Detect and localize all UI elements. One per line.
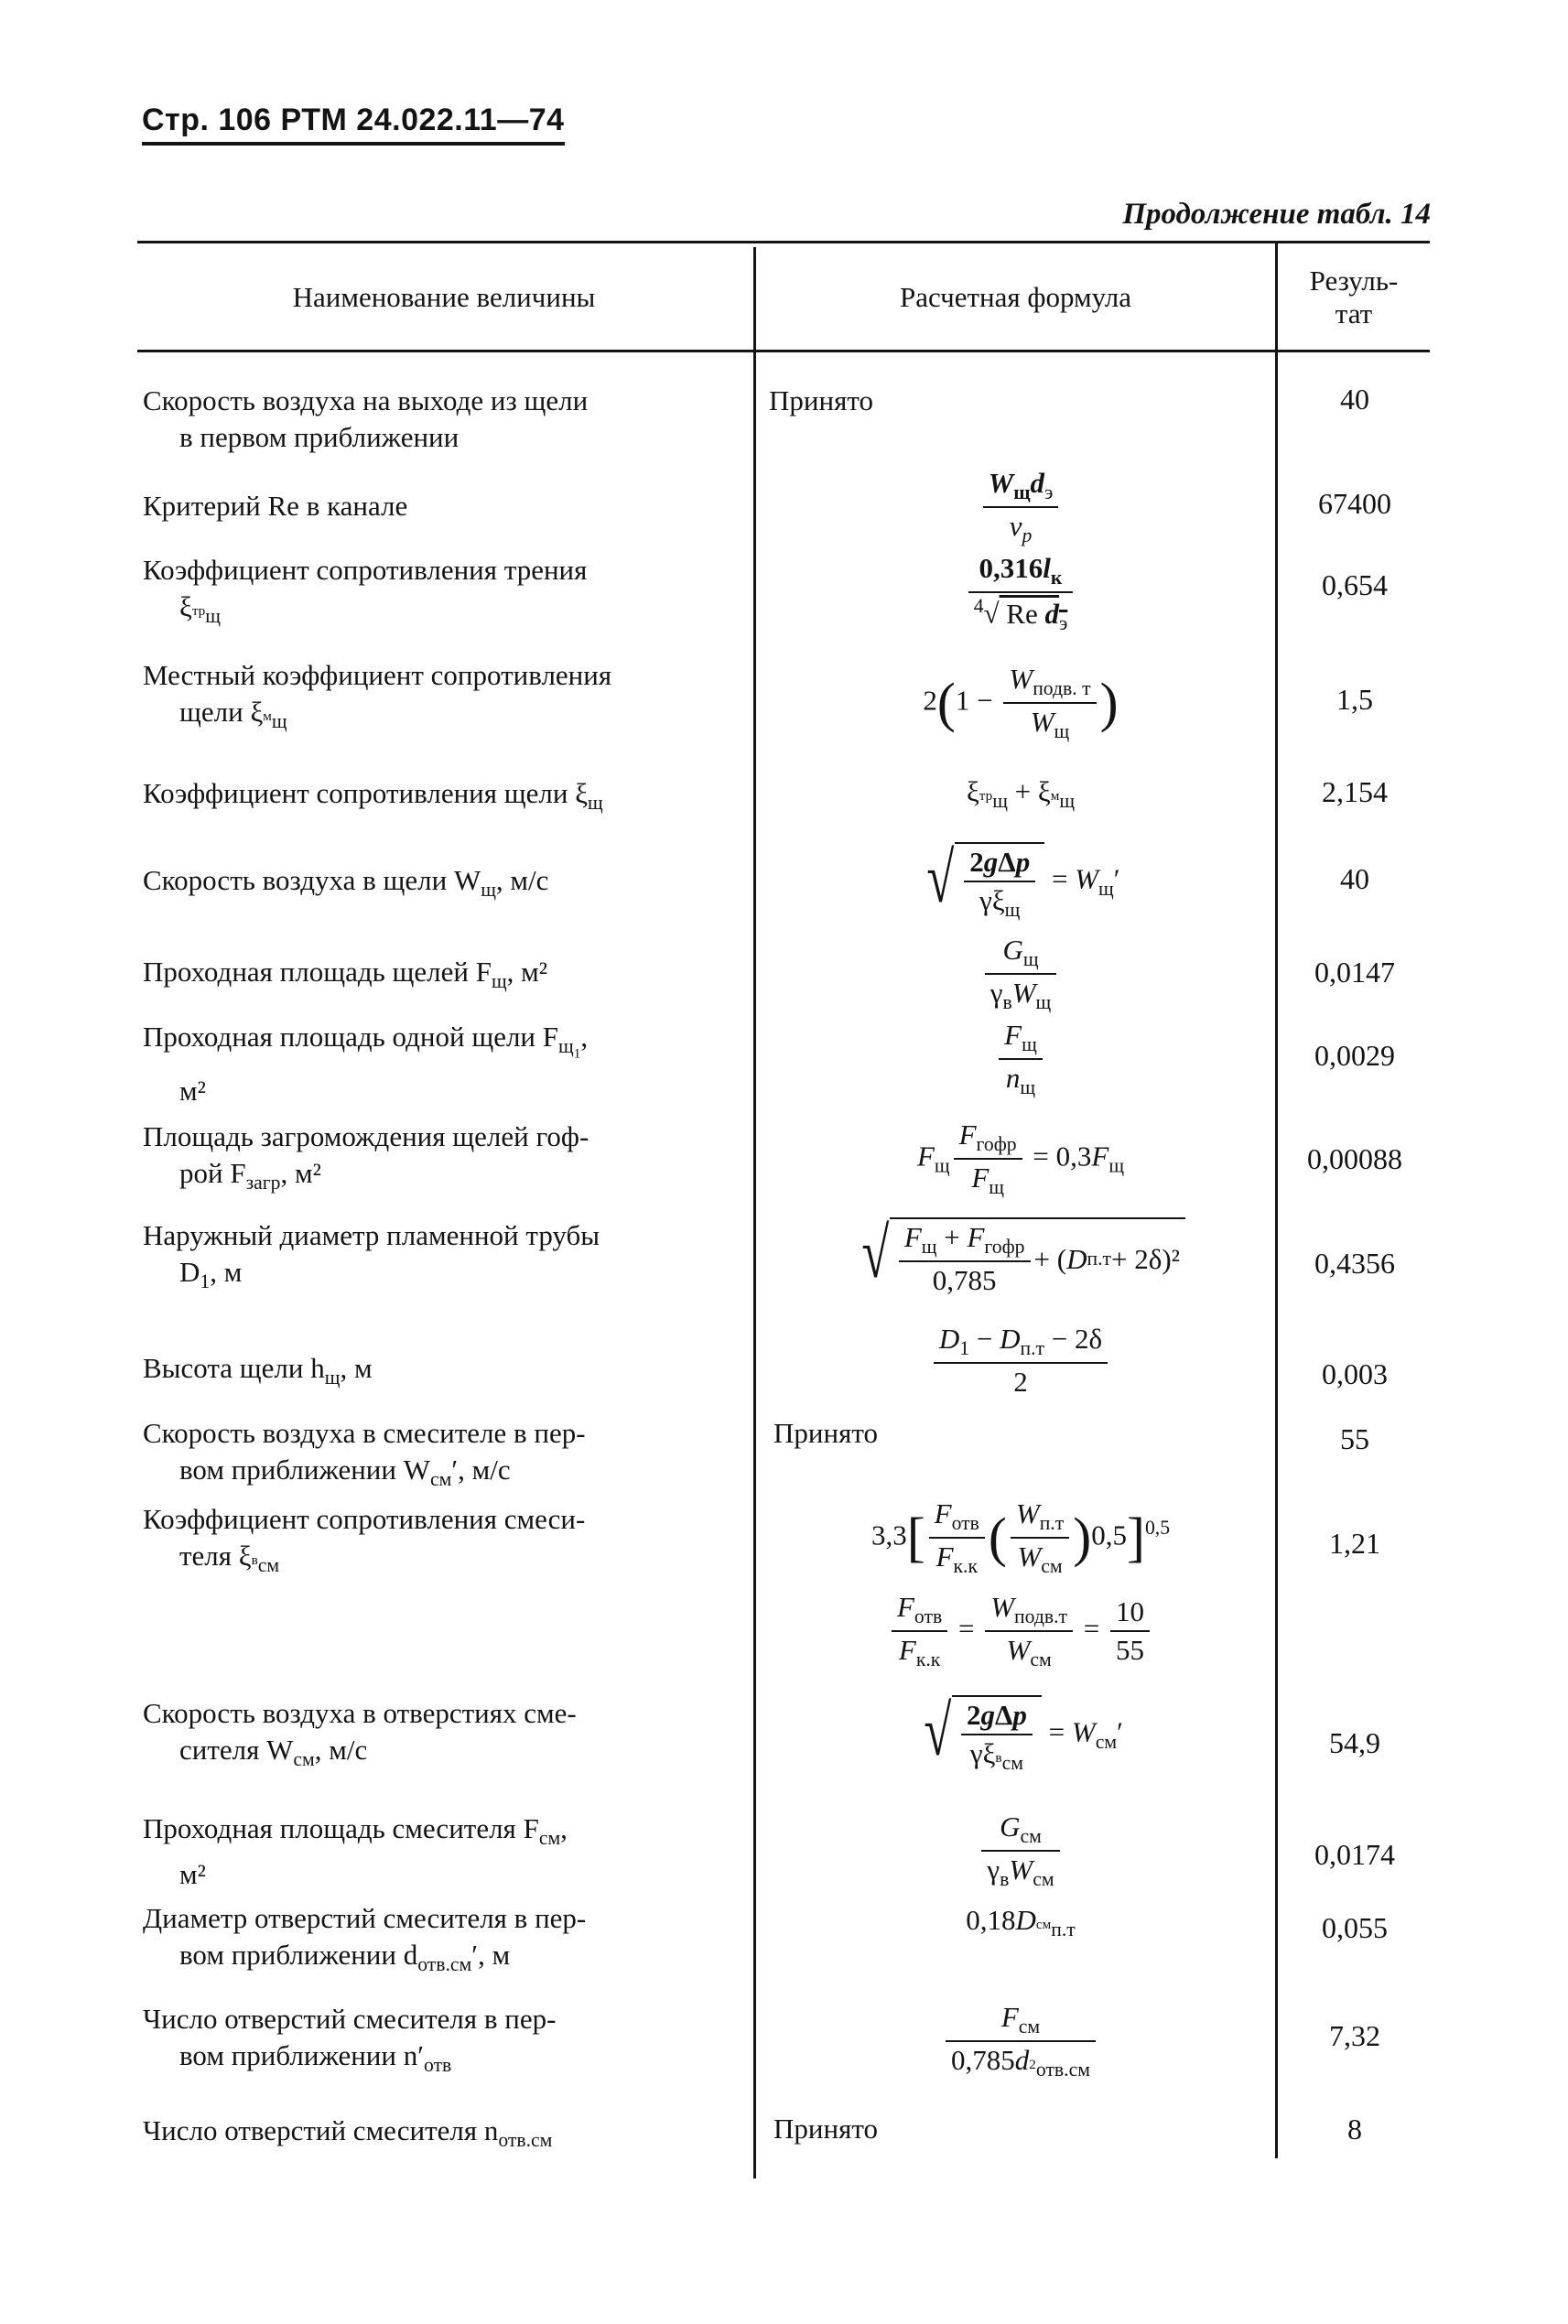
row-name-line: Площадь загромождения щелей гоф-	[143, 1120, 589, 1152]
row-name-unit: , м	[478, 1939, 511, 1971]
row-formula: $\frac{F_{отв}}{F_{к.к}}$ = $\frac{W_{подв.т}}{W_{см}}$ = $\frac{10}{55}$	[760, 1591, 1281, 1671]
row-name-line: вом приближении n′	[179, 2039, 425, 2071]
row-name-line: м²	[179, 1858, 206, 1891]
row-result: 0,654	[1322, 568, 1388, 601]
row-name-line: D	[179, 1256, 200, 1288]
row-name-unit: , м	[340, 1352, 373, 1384]
row-name-unit: , м²	[280, 1157, 321, 1189]
column-header-result	[1278, 247, 1430, 348]
row-formula: $\frac{F_щ}{n_щ}$	[760, 1019, 1281, 1099]
row-formula: $0,18D_{^{см}п.т}$	[966, 1904, 1076, 1941]
row-name-line: Скорость воздуха в отверстиях сме-	[143, 1697, 577, 1729]
row-result: 2,154	[1322, 775, 1388, 808]
row-result: 0,003	[1322, 1357, 1388, 1390]
row-result: 0,0174	[1314, 1838, 1395, 1871]
table-top-rule	[137, 241, 1430, 243]
row-result: 1,21	[1329, 1527, 1380, 1560]
row-formula: $\frac{D_1 - D_{п.т} - 2\delta}{2}$	[760, 1323, 1281, 1399]
row-name: Коэффициент сопротивления щели $\xi_щ$	[143, 777, 603, 815]
row-name: Скорость воздуха в щели $W_щ$, м/с	[143, 864, 549, 902]
row-name: Коэффициент сопротивления трения $\xi_{^{тр}щ}$	[143, 554, 588, 628]
row-result: 67400	[1318, 487, 1391, 520]
row-name-line: Скорость воздуха в смесителе в пер-	[143, 1417, 586, 1449]
page-header: Стр. 106 РТМ 24.022.11—74	[142, 103, 565, 146]
row-result: 55	[1340, 1422, 1369, 1455]
column-header-name: Наименование величины	[292, 281, 596, 314]
row-name-line: Скорость воздуха на выходе из щели	[143, 384, 589, 416]
row-result: 40	[1340, 862, 1369, 895]
row-name-line: Коэффициент сопротивления щели ξ	[143, 777, 589, 809]
row-formula: $\frac{0,316l_к}{^4√ Re d_э}$	[760, 552, 1281, 635]
row-result: 8	[1347, 2113, 1362, 2146]
row-name-line: Скорость воздуха в щели W	[143, 864, 481, 896]
column-header-result-line2: тат	[1335, 297, 1373, 330]
row-formula: √ $\frac{F_щ + F_{гофр}}{0,785}$ + ( D п.т + 2δ)²	[760, 1217, 1281, 1297]
row-formula: √ $\frac{\text{2gΔp}}{\gamma\xi_{^всм}}$ = $W_{см}'$	[924, 1691, 1123, 1775]
column-header-result-line1: Резуль-	[1309, 265, 1399, 297]
row-name-line: Проходная площадь щелей F	[143, 956, 492, 988]
row-name: Площадь загромождения щелей гоф- рой $F_{загр}$, м²	[143, 1120, 589, 1194]
row-result: 7,32	[1329, 2019, 1380, 2052]
row-formula: 3,3[ $\frac{F_{отв}}{F_{к.к}}$ ( $\frac{W_{п.т}}{W_{см}}$ )0,5]$^{0,5}$	[871, 1497, 1171, 1578]
row-name-unit: , м²	[506, 956, 548, 988]
row-formula: Принято	[769, 384, 873, 416]
row-name-line: в первом приближении	[179, 421, 460, 453]
row-formula: $\frac{W_щd_э}{\nu_p}$	[760, 467, 1281, 547]
row-result: 0,0147	[1314, 956, 1395, 989]
row-name-unit: , м	[210, 1256, 243, 1288]
row-name: Высота щели $h_щ$, м	[143, 1352, 373, 1389]
row-name-unit: , м/с	[458, 1454, 511, 1486]
row-name-line: теля ξ	[179, 1540, 252, 1572]
row-name-line: Число отверстий смесителя n	[143, 2114, 499, 2146]
column-divider-1	[753, 247, 756, 2178]
row-name-line: вом приближении d	[179, 1939, 418, 1971]
row-name: Проходная площадь щелей $F_щ$, м²	[143, 956, 548, 993]
row-name-line: Высота щели h	[143, 1352, 325, 1384]
row-result: 1,5	[1336, 683, 1373, 716]
table-head-rule	[137, 350, 1430, 352]
row-name-unit: , м/с	[495, 864, 549, 896]
row-result: 0,0029	[1314, 1039, 1395, 1072]
row-name	[143, 383, 738, 456]
row-name-line: Коэффициент сопротивления трения	[143, 554, 588, 586]
row-name-line: Наружный диаметр пламенной трубы	[143, 1219, 600, 1251]
row-name	[143, 488, 738, 524]
row-formula: $\frac{G_{см}}{\gamma_вW_{см}}$	[760, 1811, 1281, 1891]
row-name-line: м²	[179, 1074, 206, 1107]
row-result: 40	[1340, 383, 1369, 416]
row-formula: Принято	[773, 1417, 878, 1449]
row-formula: $\xi_{^{тр}щ} + \xi_{^мщ}$	[966, 775, 1076, 813]
row-result: 54,9	[1329, 1726, 1380, 1759]
row-formula: 2(1 − $\frac{W_{подв. т}}{W_щ}$ )	[923, 663, 1119, 743]
row-formula: Принято	[773, 2113, 878, 2145]
row-name: Проходная площадь одной щели $F_{щ_1}$, м²	[143, 1019, 738, 1109]
row-result: 0,4356	[1314, 1247, 1395, 1280]
row-name: Проходная площадь смесителя $F_{см}$, м²	[143, 1811, 738, 1893]
row-name-line: рой F	[179, 1157, 246, 1189]
row-name-line: Коэффициент сопротивления смеси-	[143, 1503, 586, 1535]
row-name: Скорость воздуха в смесителе в пер- вом приближении $W_{см}'$, м/с	[143, 1417, 586, 1491]
row-name-line: Критерий Re в канале	[143, 490, 408, 522]
row-formula: $\frac{F_{см}}{0,785d_{^2отв.см}}$	[760, 2001, 1281, 2081]
row-name: Диаметр отверстий смесителя в пер- вом приближении $d_{отв.см}'$, м	[143, 1902, 587, 1976]
row-name: Число отверстий смесителя в пер- вом приближении $n'_{отв}$	[143, 2003, 557, 2077]
row-name-line: Проходная площадь одной щели F	[143, 1021, 559, 1053]
row-name: Скорость воздуха в отверстиях сме- сителя $W_{см}$, м/с	[143, 1697, 577, 1771]
row-name: Коэффициент сопротивления смеси- теля $\xi_{^всм}$	[143, 1503, 586, 1577]
row-formula: $\frac{G_щ}{\gamma_вW_щ}$	[760, 934, 1281, 1014]
row-formula: $F_щ$ $\frac{F_{гофр}}{F_щ}$ = $0,3F_щ$	[916, 1119, 1125, 1199]
row-result: 0,055	[1322, 1911, 1388, 1944]
row-formula: √ $\frac{\text{2gΔp}}{\gamma\xi_щ}$ = $W_щ'$	[926, 838, 1120, 922]
row-result: 0,00088	[1307, 1142, 1402, 1175]
row-name-line: Число отверстий смесителя в пер-	[143, 2003, 557, 2035]
row-name-line: Местный коэффициент сопротивления	[143, 659, 612, 691]
row-name-unit: , м/с	[314, 1734, 368, 1766]
row-name: Число отверстий смесителя $n_{отв.см}$	[143, 2114, 553, 2152]
row-name: Наружный диаметр пламенной трубы $D_1$, м	[143, 1219, 600, 1293]
row-name-line: сителя W	[179, 1734, 294, 1766]
column-header-formula: Расчетная формула	[900, 281, 1131, 314]
row-name: Местный коэффициент сопротивления щели $\xi_{^мщ}$	[143, 659, 612, 733]
row-name-symbol: ξ	[179, 590, 192, 622]
row-name-line: Проходная площадь смесителя F	[143, 1812, 539, 1844]
table-caption: Продолжение табл. 14	[1122, 198, 1431, 231]
row-name-line: Диаметр отверстий смесителя в пер-	[143, 1902, 587, 1934]
row-name-line: вом приближении W	[179, 1454, 430, 1486]
row-name-line: щели ξ	[179, 696, 264, 728]
